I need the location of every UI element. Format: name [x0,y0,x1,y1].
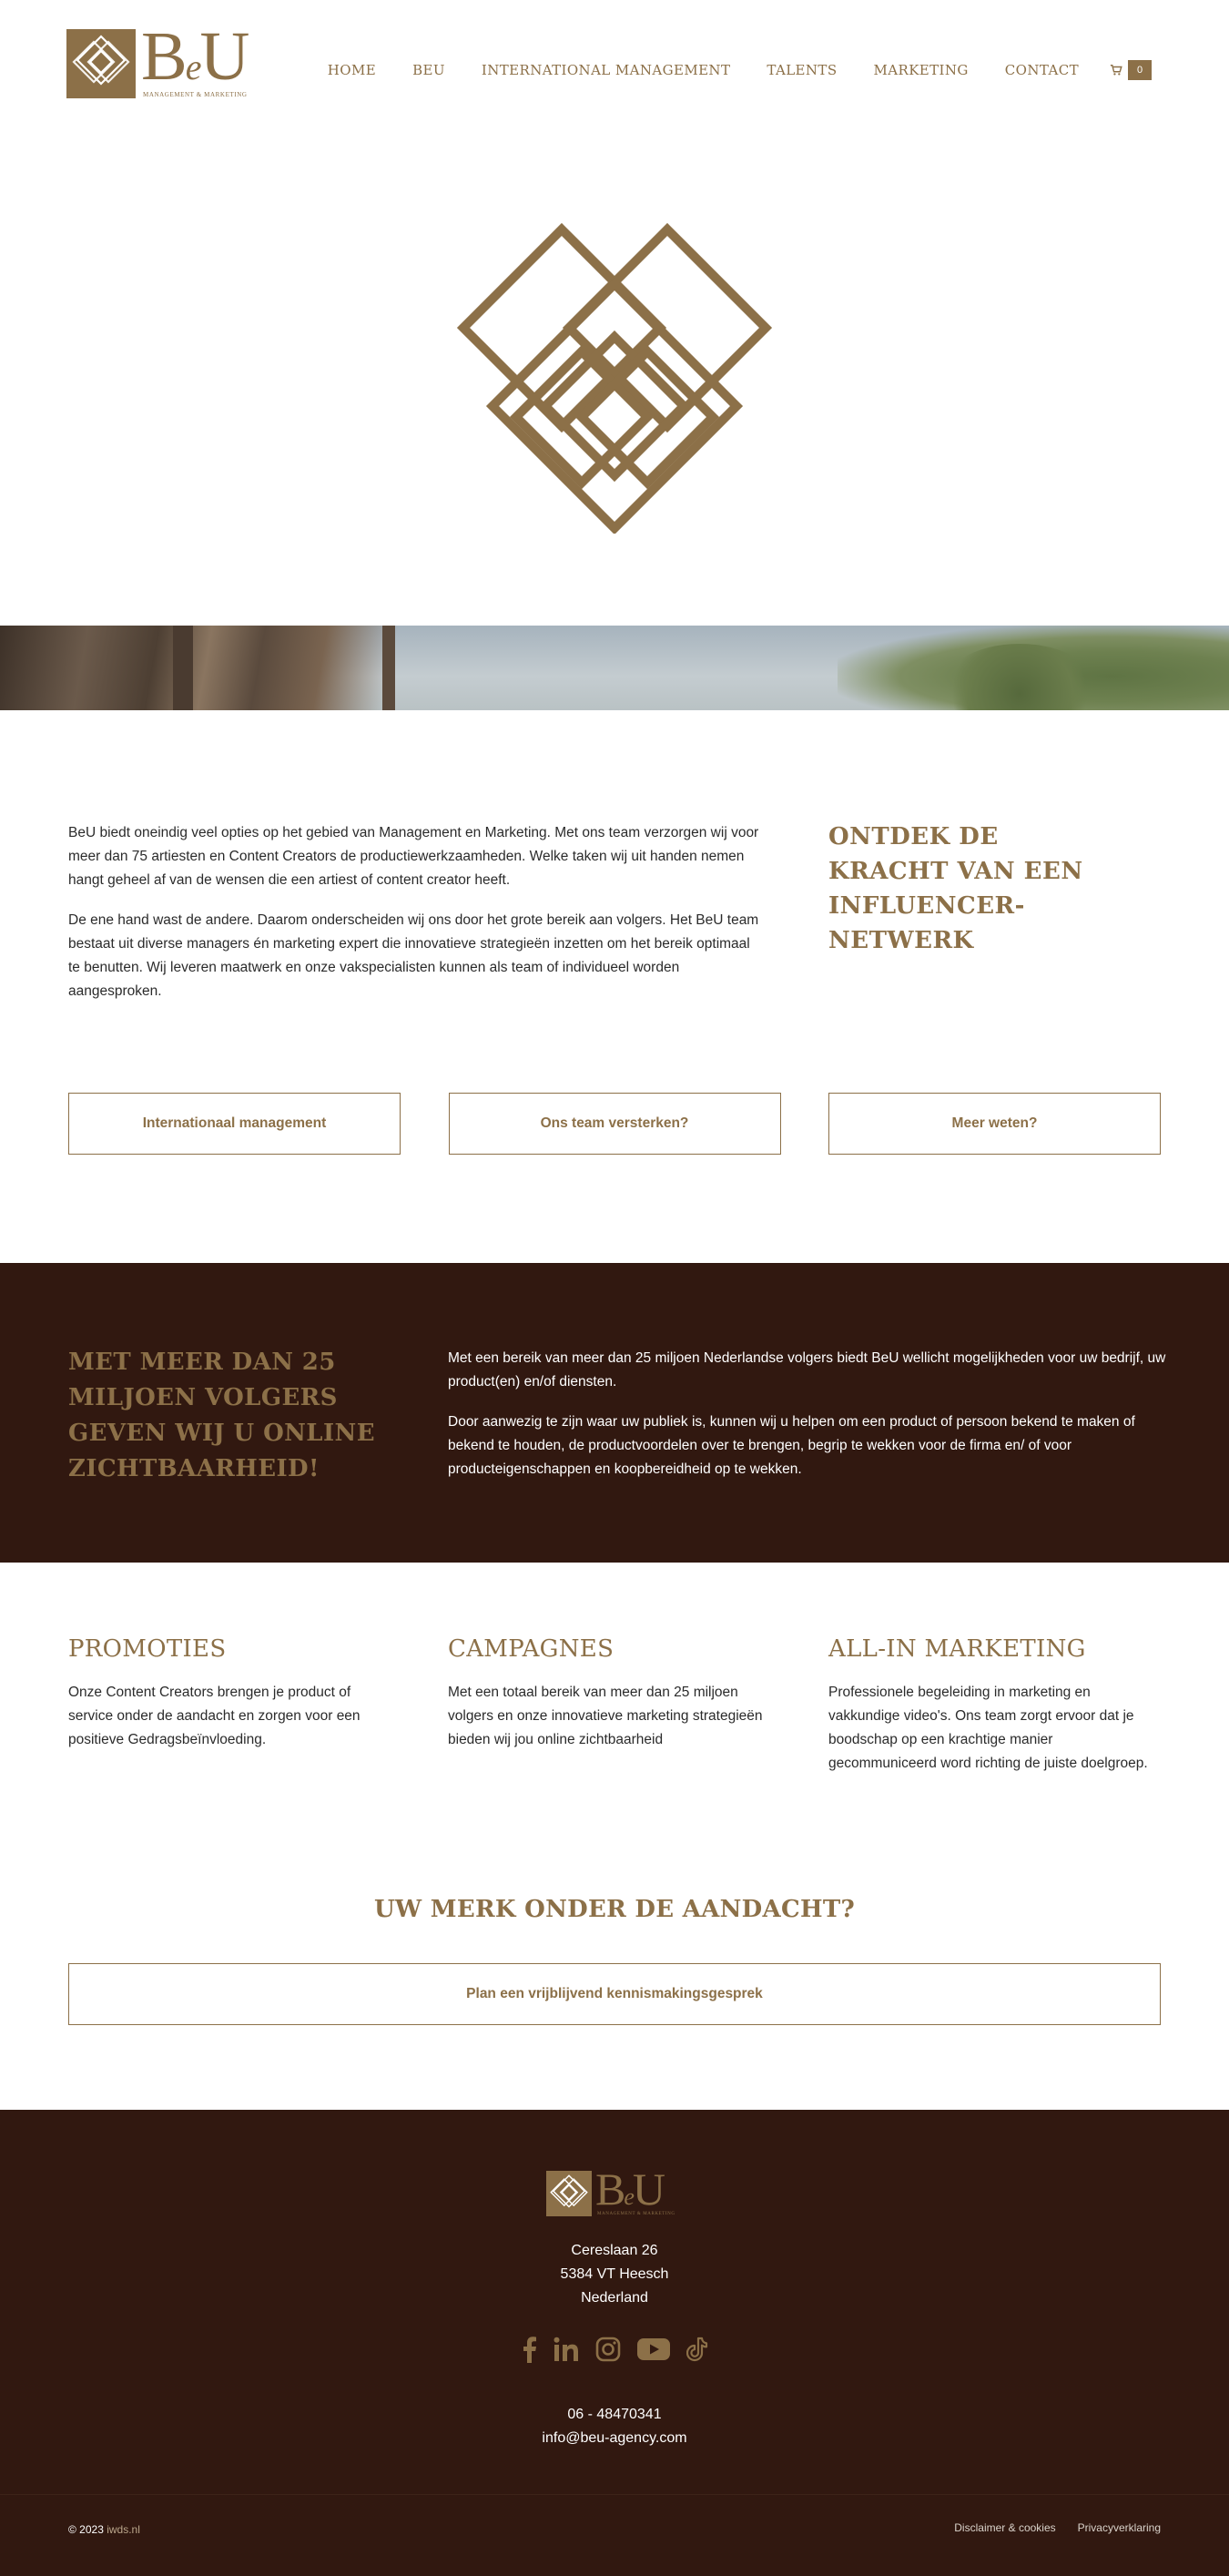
photo-banner [0,626,1229,710]
copyright [68,2523,140,2536]
address-postcode-city: 5384 VT Heesch [560,2266,669,2282]
address-street: Cereslaan 26 [571,2243,658,2258]
instagram-icon [595,2337,621,2362]
footer-logo-subtitle: MANAGEMENT & MARKETING [597,2212,675,2216]
tiktok-link[interactable] [686,2337,708,2362]
main-nav [328,60,1152,80]
learn-more-button[interactable]: Meer weten? [828,1093,1161,1155]
reach-paragraph: Door aanwezig te zijn waar uw publiek is, kunnen wij u helpen om een product of persoon bekend te maken of bekend te houden, de productvoordelen over te brengen, begrip te wekken voor de firma en/ of voor producteigenschappen en koopbereidheid op te wekken. [448,1414,1135,1477]
reach-paragraph: Met een bereik van meer dan 25 miljoen Nederlandse volgers biedt BeU wellicht mogelijkheden voor uw bedrijf, uw product(en) en/of diensten. [448,1350,1166,1390]
reach-section [0,1263,1229,1563]
beu-logo-icon [546,2171,592,2216]
cta-heading: UW MERK ONDER DE AANDACHT? [373,1896,856,1923]
footer-bottom-bar [0,2494,1229,2576]
banner-wood-structure [0,626,428,710]
nav-item-marketing[interactable]: MARKETING [873,62,969,78]
reach-text [448,1347,1167,1481]
tiktok-icon [686,2337,708,2362]
beu-logo-icon [66,29,136,98]
site-footer [0,2110,1229,2576]
nav-item-contact[interactable]: CONTACT [1004,62,1079,78]
intro-paragraph: BeU biedt oneindig veel opties op het gebied van Management en Marketing. Met ons team verzorgen wij voor meer dan 75 artiesten en Content Creators de productiewerkzaamheden. Welke taken wij uit handen nemen hangt geheel af van de wensen die een artiest of content creator heeft. [68,825,759,888]
legal-links [932,2521,1161,2534]
beu-diamond-logo-icon [445,220,784,534]
intro-heading: ONTDEK DE KRACHT VAN EEN INFLUENCER-NETWERK [828,823,1083,954]
service-text: Professionele begeleiding in marketing en vakkundige video's. Ons team zorgt ervoor dat je boodschap op een krachtige manier gecommuniceerd word richting de juiste doelgroep. [828,1685,1148,1771]
footer-logo[interactable] [546,2164,677,2216]
service-campagnes [448,1634,776,1752]
privacy-link[interactable]: Privacyverklaring [1077,2521,1161,2534]
service-text: Met een totaal bereik van meer dan 25 miljoen volgers en onze innovatieve marketing strategieën bieden wij jou online zichtbaarheid [448,1685,763,1747]
service-text: Onze Content Creators brengen je product of service onder de aandacht en zorgen voor een positieve Gedragsbeïnvloeding. [68,1685,361,1747]
nav-item-talents[interactable]: TALENTS [767,62,838,78]
service-title: CAMPAGNES [448,1635,614,1663]
linkedin-icon [554,2337,579,2362]
hero-section [0,137,1229,626]
international-management-button[interactable]: Internationaal management [68,1093,401,1155]
cart-button[interactable] [1110,60,1152,80]
service-title: ALL-IN MARKETING [828,1635,1086,1663]
intro-section [0,710,1229,1263]
address-country: Nederland [581,2290,648,2306]
nav-item-home[interactable]: HOME [327,62,377,78]
intro-paragraph: De ene hand wast de andere. Daarom onderscheiden wij ons door het grote bereik aan volgers. Het BeU team bestaat uit diverse managers én marketing expert die innovatieve strategieën inzetten om het bereik optimaal te benutten. Wij leveren maatwerk en onze vakspecialisten kunnen als team of individueel worden aangesproken. [68,912,759,999]
instagram-link[interactable] [595,2337,621,2362]
nav-item-beu[interactable]: BEU [412,62,445,78]
site-header [0,0,1229,137]
nav-item-international-management[interactable]: INTERNATIONAL MANAGEMENT [481,62,731,78]
service-promoties [68,1634,396,1752]
social-links [0,2336,1229,2363]
phone-link[interactable]: 06 - 48470341 [567,2407,662,2422]
copyright-text: © 2023 [68,2523,107,2536]
services-section [0,1563,1229,1836]
iwds-link[interactable]: iwds.nl [107,2523,140,2536]
service-title: PROMOTIES [68,1635,227,1663]
facebook-link[interactable] [521,2336,537,2363]
footer-address [0,2239,1229,2310]
cart-count-badge: 0 [1128,60,1152,80]
reach-heading: MET MEER DAN 25 MILJOEN VOLGERS GEVEN WIJ U ONLINE ZICHTBAARHEID! [68,1349,375,1482]
site-logo[interactable] [66,18,269,98]
youtube-link[interactable] [637,2337,670,2362]
youtube-icon [637,2337,670,2362]
intro-button-row [68,1093,1161,1155]
cta-section [0,1836,1229,2045]
join-team-button[interactable]: Ons team versterken? [449,1093,781,1155]
cart-icon [1110,64,1122,76]
service-all-in-marketing [828,1634,1156,1776]
plan-meeting-button[interactable]: Plan een vrijblijvend kennismakingsgesprek [68,1963,1161,2025]
intro-text [68,821,765,1003]
disclaimer-link[interactable]: Disclaimer & cookies [954,2521,1056,2534]
footer-logo-wordmark: BeU [595,2164,665,2215]
footer-contact [0,2403,1229,2450]
email-link[interactable]: info@beu-agency.com [542,2430,687,2446]
logo-subtitle: MANAGEMENT & MARKETING [143,91,248,98]
logo-wordmark: BeU [141,18,249,95]
linkedin-link[interactable] [554,2337,579,2362]
facebook-icon [521,2336,537,2363]
